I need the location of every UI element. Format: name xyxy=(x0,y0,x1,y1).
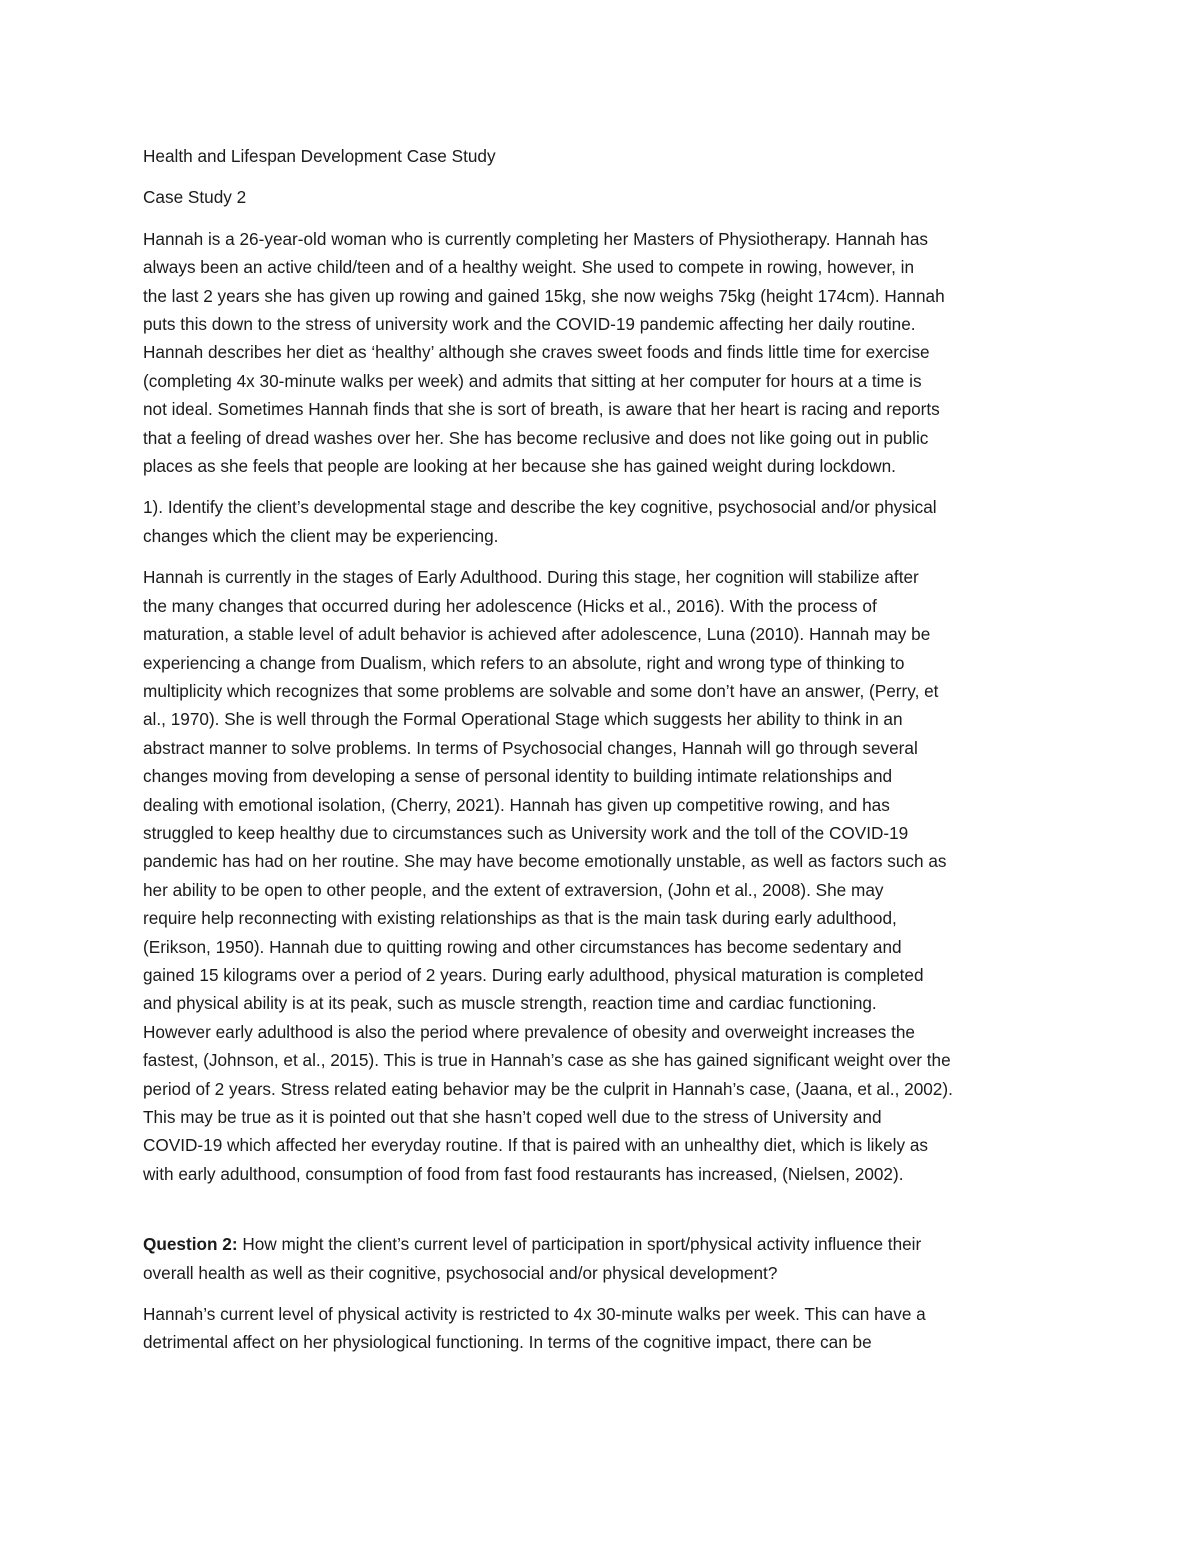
document-body xyxy=(143,142,1063,1357)
text-line: experiencing a change from Dualism, which refers to an absolute, right and wrong type of thinking to xyxy=(143,652,905,673)
text-line: (Erikson, 1950). Hannah due to quitting rowing and other circumstances has become sedentary and xyxy=(143,936,902,957)
text-line: Hannah is a 26-year-old woman who is currently completing her Masters of Physiotherapy. Hannah has xyxy=(143,228,928,249)
answer-2-paragraph xyxy=(143,1300,1063,1357)
text-line: struggled to keep healthy due to circumstances such as University work and the toll of the COVID-19 xyxy=(143,822,909,843)
text-line: (completing 4x 30-minute walks per week) and admits that sitting at her computer for hours at a time is xyxy=(143,370,922,391)
text-line: Hannah’s current level of physical activity is restricted to 4x 30-minute walks per week. This can have a xyxy=(143,1304,926,1325)
text-line: pandemic has had on her routine. She may have become emotionally unstable, as well as factors such as xyxy=(143,851,947,872)
question-2 xyxy=(143,1230,1063,1287)
text-line: Hannah describes her diet as ‘healthy’ although she craves sweet foods and finds little time for exercise xyxy=(143,342,930,363)
text-line: and physical ability is at its peak, such as muscle strength, reaction time and cardiac functioning. xyxy=(143,993,877,1014)
text-line: COVID-19 which affected her everyday routine. If that is paired with an unhealthy diet, which is likely as xyxy=(143,1135,928,1156)
text-line: puts this down to the stress of university work and the COVID-19 pandemic affecting her daily routine. xyxy=(143,314,916,335)
text-line: period of 2 years. Stress related eating behavior may be the culprit in Hannah’s case, (Jaana, et al., 2002). xyxy=(143,1078,953,1099)
question-1 xyxy=(143,493,1063,550)
case-study-heading: Case Study 2 xyxy=(143,187,247,208)
question-2-label: Question 2: xyxy=(143,1234,238,1255)
text-line: This may be true as it is pointed out that she hasn’t coped well due to the stress of University and xyxy=(143,1107,882,1127)
case-description-paragraph xyxy=(143,225,1063,481)
text-line: that a feeling of dread washes over her. She has become reclusive and does not like going out in public xyxy=(143,427,929,448)
text-line: the last 2 years she has given up rowing and gained 15kg, she now weighs 75kg (height 174cm). Hannah xyxy=(143,285,945,306)
text-line: Hannah is currently in the stages of Early Adulthood. During this stage, her cognition will stabilize after xyxy=(143,567,919,588)
text-line xyxy=(143,1230,1063,1258)
text-line: detrimental affect on her physiological functioning. In terms of the cognitive impact, there can be xyxy=(143,1332,872,1353)
text-line: maturation, a stable level of adult behavior is achieved after adolescence, Luna (2010). Hannah may be xyxy=(143,624,931,645)
text-line: changes moving from developing a sense of personal identity to building intimate relationships and xyxy=(143,766,893,787)
text-line: fastest, (Johnson, et al., 2015). This is true in Hannah’s case as she has gained significant weight over the xyxy=(143,1050,951,1071)
document-title: Health and Lifespan Development Case Study xyxy=(143,146,496,166)
text-line: not ideal. Sometimes Hannah finds that she is sort of breath, is aware that her heart is racing and reports xyxy=(143,399,940,420)
text-line: 1). Identify the client’s developmental stage and describe the key cognitive, psychosocial and/or physical xyxy=(143,497,937,518)
text-line: places as she feels that people are looking at her because she has gained weight during lockdown. xyxy=(143,456,896,477)
text-line: al., 1970). She is well through the Formal Operational Stage which suggests her ability to think in an xyxy=(143,709,903,730)
text-line: require help reconnecting with existing relationships as that is the main task during early adulthood, xyxy=(143,908,897,929)
text-line: with early adulthood, consumption of food from fast food restaurants has increased, (Nielsen, 2002). xyxy=(143,1163,904,1184)
text-line: gained 15 kilograms over a period of 2 years. During early adulthood, physical maturation is completed xyxy=(143,964,924,985)
text-line: multiplicity which recognizes that some problems are solvable and some don’t have an answer, (Perry, et xyxy=(143,680,939,701)
text-line: abstract manner to solve problems. In terms of Psychosocial changes, Hannah will go through several xyxy=(143,737,918,758)
text-line: dealing with emotional isolation, (Cherry, 2021). Hannah has given up competitive rowing, and has xyxy=(143,794,890,815)
text-line: changes which the client may be experiencing. xyxy=(143,525,499,546)
text-line: the many changes that occurred during her adolescence (Hicks et al., 2016). With the process of xyxy=(143,595,877,616)
text-line: always been an active child/teen and of a healthy weight. She used to compete in rowing, however, in xyxy=(143,257,915,278)
text-line: her ability to be open to other people, and the extent of extraversion, (John et al., 2008). She may xyxy=(143,879,884,900)
answer-1-paragraph xyxy=(143,563,1063,1188)
text-line: overall health as well as their cognitive, psychosocial and/or physical development? xyxy=(143,1262,778,1283)
text-line: However early adulthood is also the period where prevalence of obesity and overweight increases the xyxy=(143,1021,915,1042)
question-2-text: How might the client’s current level of participation in sport/physical activity influence their xyxy=(237,1234,922,1255)
